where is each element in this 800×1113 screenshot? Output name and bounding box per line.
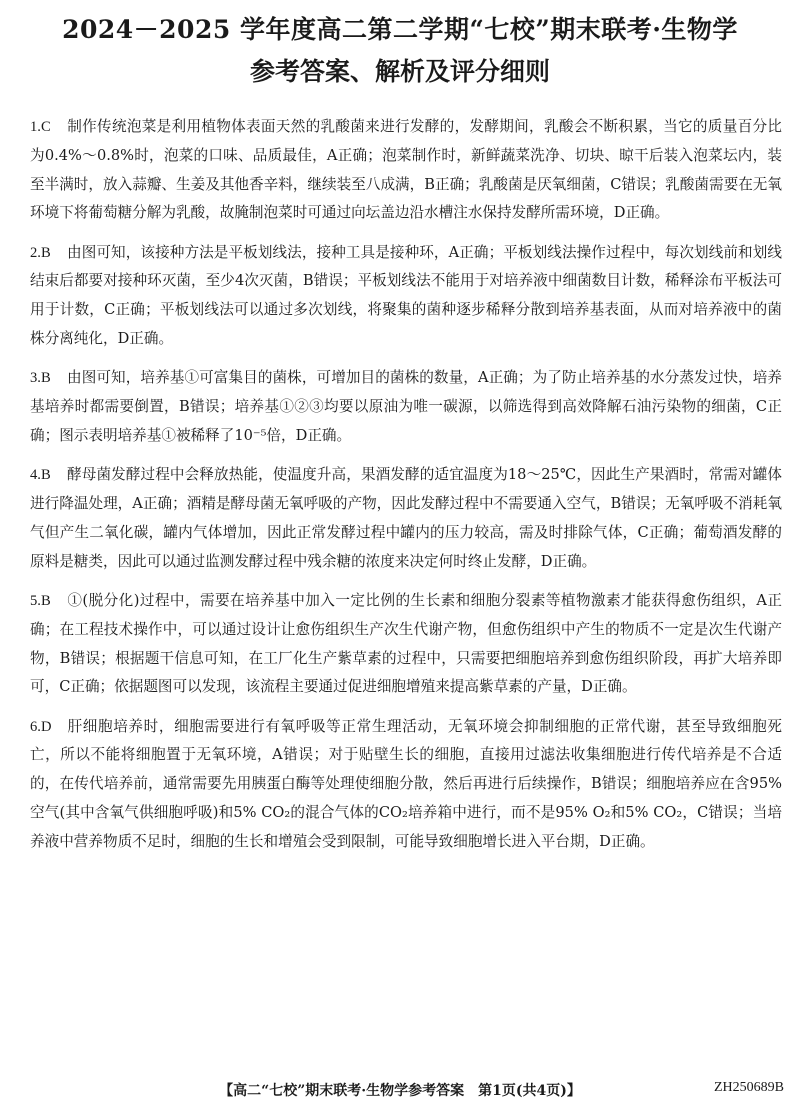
item-explanation: 由图可知，培养基①可富集目的菌株，可增加目的菌株的数量，A正确；为了防止培养基的水分蒸发过快，培养基培养时都需要倒置，B错误；培养基①②③均要以原油为唯一碳源，以筛选得到高效降解石油污染物的细菌，C正确；图示表明培养基①被稀释了10⁻⁵倍，D正确。: [30, 369, 782, 444]
item-number: 3.: [30, 370, 41, 387]
answer-item-2: [30, 239, 782, 354]
item-explanation: 肝细胞培养时，细胞需要进行有氧呼吸等正常生理活动，无氧环境会抑制细胞的正常代谢，甚至导致细胞死亡，所以不能将细胞置于无氧环境，A错误；对于贴壁生长的细胞，直接用过滤法收集细胞进行传代培养是不合适的，在传代培养前，通常需要先用胰蛋白酶等处理使细胞分散，然后再进行后续操作，B错误；细胞培养应在含95%空气(其中含氧气供细胞呼吸)和5% CO₂的混合气体的CO₂培养箱中进行，而不是95% O₂和5% CO₂，C错误；当培养液中营养物质不足时，细胞的生长和增殖会受到限制，可能导致细胞增长进入平台期，D正确。: [30, 717, 782, 850]
answer-item-5: [30, 587, 782, 702]
answer-item-4: [30, 461, 782, 576]
item-answer: B: [40, 592, 51, 609]
item-answer: D: [40, 718, 52, 735]
item-answer: B: [40, 244, 51, 261]
answer-item-1: [30, 113, 782, 228]
answer-list: [30, 113, 782, 867]
item-number: 5.: [30, 592, 41, 609]
answer-item-3: [30, 364, 782, 450]
item-explanation: ①(脱分化)过程中，需要在培养基中加入一定比例的生长素和细胞分裂素等植物激素才能获得愈伤组织，A正确；在工程技术操作中，可以通过设计让愈伤组织生产次生代谢产物，但愈伤组织中产生的物质不一定是次生代谢产物，B错误；根据题干信息可知，在工厂化生产紫草素的过程中，只需要把细胞培养到愈伤组织阶段，再扩大培养即可，C正确；依据题图可以发现，该流程主要通过促进细胞增殖来提高紫草素的产量，D正确。: [30, 591, 782, 696]
item-explanation: 由图可知，该接种方法是平板划线法，接种工具是接种环，A正确；平板划线法操作过程中，每次划线前和划线结束后都要对接种环灭菌，至少4次灭菌，B错误；平板划线法不能用于对培养液中细菌数目计数，稀释涂布平板法可用于计数，C正确；平板划线法可以通过多次划线，将聚集的菌种逐步稀释分散到培养基表面，从而对培养液中的菌株分离纯化，D正确。: [30, 243, 782, 348]
item-number: 2.: [30, 244, 41, 261]
item-number: 6.: [30, 718, 41, 735]
item-explanation: 制作传统泡菜是利用植物体表面天然的乳酸菌来进行发酵的，发酵期间，乳酸会不断积累，当它的质量百分比为0.4%～0.8%时，泡菜的口味、品质最佳，A正确；泡菜制作时，新鲜蔬菜洗净、切块、晾干后装入泡菜坛内，装至半满时，放入蒜瓣、生姜及其他香辛料，继续装至八成满，B正确；乳酸菌是厌氧细菌，C错误；乳酸菌需要在无氧环境下将葡萄糖分解为乳酸，故腌制泡菜时可通过向坛盖边沿水槽注水保持发酵所需环境，D正确。: [30, 118, 782, 222]
item-number: 1.: [30, 119, 41, 135]
item-answer: C: [40, 119, 51, 135]
item-explanation: 酵母菌发酵过程中会释放热能，使温度升高，果酒发酵的适宜温度为18～25℃，因此生产果酒时，常需对罐体进行降温处理，A正确；酒精是酵母菌无氧呼吸的产物，因此发酵过程中不需要通入空气，B错误；无氧呼吸不消耗氧气但产生二氧化碳，罐内气体增加，因此正常发酵过程中罐内的压力较高，需及时排除气体，C正确；葡萄酒发酵的原料是糖类，因此可以通过监测发酵过程中残余糖的浓度来决定何时终止发酵，D正确。: [30, 466, 782, 570]
page-footer: [0, 1080, 800, 1104]
answer-item-6: [30, 713, 782, 857]
page-title: 2024－2025 学年度高二第二学期“七校”期末联考·生物学: [62, 15, 738, 44]
page-subtitle: 参考答案、解析及评分细则: [249, 57, 550, 86]
footer-code: ZH250689B: [714, 1080, 784, 1095]
item-number: 4.: [30, 467, 41, 484]
item-answer: B: [40, 370, 51, 387]
item-answer: B: [40, 467, 51, 484]
footer-page-info: 【高二“七校”期末联考·生物学参考答案 第1页(共4页)】: [219, 1083, 581, 1099]
